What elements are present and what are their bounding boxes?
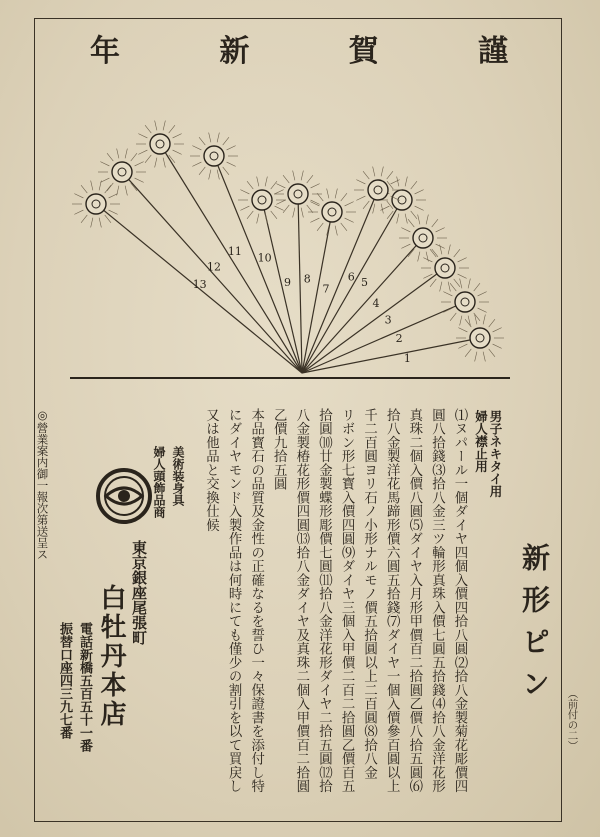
hairpin-ornament [112, 162, 132, 182]
sparkle-ray [138, 134, 147, 138]
sparkle-ray [458, 258, 467, 262]
sparkle-ray [307, 175, 313, 183]
sparkle-ray [91, 181, 93, 191]
sparkle-ray [335, 189, 337, 199]
pin-number-label: 11 [227, 245, 242, 259]
sparkle-ray [454, 279, 460, 287]
sparkle-ray [271, 181, 277, 189]
sparkle-ray [125, 149, 127, 159]
product-subtitle [474, 410, 501, 498]
sparkle-ray [173, 134, 182, 138]
text-column: 拾圓⑽廿金製蝶形彫價七圓⑾拾八金洋花形ダイヤ二拾五圓⑿拾 [316, 408, 332, 793]
page-side-note: （前付の二） [566, 688, 579, 751]
sparkle-ray [99, 181, 101, 191]
pin-number-label: 2 [395, 331, 403, 345]
sparkle-ray [373, 204, 375, 214]
hairpin-ornament [150, 134, 170, 154]
greeting-char: 謹 [477, 34, 510, 69]
greeting-char: 新 [219, 34, 252, 69]
sparkle-ray [397, 214, 399, 224]
sparkle-ray [443, 292, 452, 296]
sparkle-ray [217, 133, 219, 143]
shop-telephone: 電話新橋五百五十一番 [77, 622, 92, 752]
sparkle-ray [100, 162, 109, 166]
sparkle-ray [489, 349, 495, 357]
sparkle-ray [275, 206, 284, 210]
sparkle-ray [209, 170, 211, 180]
sparkle-ray [155, 158, 157, 168]
sparkle-ray [145, 125, 151, 133]
text-column: 乙價九拾五圓 [271, 408, 287, 491]
new-year-greeting [90, 26, 510, 70]
hairpin-shaft [298, 194, 302, 373]
shop-tagline: 婦人頭飾品商 [152, 446, 166, 518]
pin-number-label: 8 [303, 272, 311, 286]
hairpin-ornament [204, 146, 224, 166]
sparkle-ray [74, 210, 83, 214]
sparkle-ray [341, 193, 347, 201]
sparkle-ray [458, 274, 467, 278]
sparkle-ray [311, 184, 320, 188]
sparkle-ray [335, 226, 337, 236]
sparkle-ray [307, 205, 313, 213]
sparkle-ray [293, 171, 295, 181]
sparkle-ray [411, 211, 417, 219]
sparkle-ray [493, 344, 502, 348]
subtitle-line: 婦人襟止用 [473, 410, 489, 473]
sparkle-ray [99, 218, 101, 228]
hairpin-ornament [435, 258, 455, 278]
pin-number-label: 10 [257, 251, 272, 265]
text-column: ⑴ヌパール一個ダイヤ四個入價四拾八圓⑵拾八金製菊花彫價四 [452, 408, 467, 793]
sparkle-ray [432, 219, 438, 227]
shop-address: 東京銀座尾張町 [130, 540, 148, 645]
sparkle-ray [131, 153, 137, 161]
sparkle-ray [240, 206, 249, 210]
pin-number-label: 5 [361, 275, 368, 289]
sparkle-ray [163, 121, 165, 131]
sparkle-ray [415, 190, 424, 194]
sparkle-ray [381, 167, 383, 177]
sparkle-ray [257, 214, 259, 224]
sparkle-ray [460, 316, 462, 326]
greeting-char: 賀 [348, 34, 381, 69]
sparkle-ray [240, 190, 249, 194]
shop-name: 白牡丹本店 [96, 584, 126, 729]
sparkle-ray [474, 313, 480, 321]
sparkle-ray [489, 319, 495, 327]
hairpin-ornament [470, 328, 490, 348]
pin-number-label: 6 [347, 270, 355, 284]
sparkle-ray [74, 194, 83, 198]
sparkle-ray [81, 185, 87, 193]
sparkle-ray [448, 282, 450, 292]
product-description [192, 408, 470, 818]
text-column: 千二百圓ヨリ石ノ小形ナルモノ價五拾圓以上二百圓⑻拾八金 [361, 408, 377, 780]
sparkle-ray [265, 214, 267, 224]
sparkle-ray [454, 249, 460, 257]
sparkle-ray [223, 167, 229, 175]
hairpin-shaft [262, 200, 302, 373]
hairpin-ornament [322, 202, 342, 222]
sparkle-ray [448, 245, 450, 255]
sparkle-ray [209, 133, 211, 143]
text-column: 圓八拾錢⑶拾八金三ツ輪形真珠入價七圓五拾錢⑷拾八金洋花形 [429, 408, 445, 793]
sparkle-ray [173, 150, 182, 154]
sparkle-ray [468, 279, 470, 289]
sparkle-ray [493, 328, 502, 332]
sparkle-ray [293, 208, 295, 218]
sparkle-ray [117, 149, 119, 159]
sparkle-ray [381, 204, 383, 214]
sparkle-ray [458, 344, 467, 348]
hairpin-shafts [96, 144, 480, 373]
sparkle-ray [426, 215, 428, 225]
sparkle-ray [465, 349, 471, 357]
sparkle-ray [478, 292, 487, 296]
sparkle-ray [107, 183, 113, 191]
hairpin-ornament [86, 194, 106, 214]
hairpin-heads [72, 121, 504, 362]
sparkle-ray [257, 177, 259, 187]
sparkle-ray [109, 194, 118, 198]
sparkle-ray [397, 177, 399, 187]
sparkle-ray [81, 215, 87, 223]
sparkle-ray [440, 282, 442, 292]
sparkle-ray [138, 150, 147, 154]
sparkle-ray [418, 215, 420, 225]
sparkle-ray [271, 211, 277, 219]
sparkle-ray [405, 214, 407, 224]
text-column: 真珠二個入價八圓⑸ダイヤ入月形甲價百二拾圓乙價八拾五圓⑹ [406, 408, 422, 793]
product-title: 新形ピン [518, 543, 551, 711]
hairpin-ornament [252, 190, 272, 210]
sparkle-ray [199, 167, 205, 175]
hairpin-ornament [288, 184, 308, 204]
sparkle-ray [145, 155, 151, 163]
text-column: 本品寳石の品質及金性の正確なるを誓ひ一々保證書を添付し特 [248, 408, 264, 793]
sparkle-ray [301, 171, 303, 181]
sparkle-ray [125, 186, 127, 196]
sparkle-ray [109, 210, 118, 214]
pin-number-label: 1 [403, 351, 411, 365]
hairpin-ornament [392, 190, 412, 210]
sparkle-ray [199, 137, 205, 145]
text-column: リボン形七寳入價四圓⑼ダイヤ三個入甲價二百二拾圓乙價百五 [339, 408, 355, 793]
hairpin-ornament [368, 180, 388, 200]
sparkle-ray [483, 315, 485, 325]
sparkle-ray [135, 162, 144, 166]
pin-number-label: 9 [284, 275, 291, 289]
sparkle-ray [107, 153, 113, 161]
sparkle-ray [265, 177, 267, 187]
hairpin-shaft [160, 144, 302, 373]
sparkle-ray [356, 180, 365, 184]
sparkle-ray [450, 313, 456, 321]
hairpin-ornament [455, 292, 475, 312]
catalogue-notice: ◎營業案内御一報次第送呈ス [35, 408, 50, 560]
sparkle-ray [276, 200, 285, 204]
hairpin-ornament [413, 228, 433, 248]
sparkle-ray [100, 178, 109, 182]
pin-number-label: 3 [384, 313, 392, 327]
sparkle-ray [91, 218, 93, 228]
sparkle-ray [155, 121, 157, 131]
sparkle-ray [105, 185, 111, 193]
sparkle-ray [192, 162, 201, 166]
subtitle-line: 男子ネキタイ用 [488, 410, 503, 498]
hairpin-shaft [302, 200, 402, 373]
sparkle-ray [387, 171, 393, 179]
sparkle-ray [317, 193, 323, 201]
sparkle-ray [415, 206, 424, 210]
sparkle-ray [356, 196, 365, 200]
sparkle-ray [401, 228, 410, 232]
sparkle-ray [275, 190, 284, 194]
sparkle-ray [192, 146, 201, 150]
pin-number-label: 12 [207, 260, 221, 274]
text-column: 又は他品と交換仕候 [203, 408, 219, 532]
sparkle-ray [436, 228, 445, 232]
sparkle-ray [363, 201, 369, 209]
sparkle-ray [430, 279, 436, 287]
sparkle-ray [247, 211, 253, 219]
sparkle-ray [478, 308, 487, 312]
divider-line [70, 377, 510, 379]
sparkle-ray [401, 244, 410, 248]
sparkle-ray [474, 283, 480, 291]
sparkle-ray [227, 162, 236, 166]
sparkle-ray [135, 178, 144, 182]
text-column: にダイヤモンド入製作品は何時にても僅少の割引を以て買戻し [226, 408, 242, 793]
shop-transfer-account: 振替口座四三九七番 [57, 622, 72, 739]
sparkle-ray [345, 202, 354, 206]
sparkle-ray [405, 177, 407, 187]
text-column: 拾八金製洋花馬蹄形價六圓五拾錢⑺ダイヤ一個入價參百圓以上 [384, 408, 400, 793]
sparkle-ray [341, 223, 347, 231]
sparkle-ray [227, 146, 236, 150]
sparkle-ray [223, 137, 229, 145]
pin-number-label: 7 [322, 282, 330, 296]
sparkle-ray [327, 189, 329, 199]
sparkle-ray [217, 170, 219, 180]
sparkle-ray [411, 181, 417, 189]
pin-number-label: 13 [192, 278, 207, 292]
hairpin-fan-illustration [40, 88, 560, 388]
sparkle-ray [418, 252, 420, 262]
sparkle-ray [465, 319, 471, 327]
sparkle-ray [460, 279, 462, 289]
sparkle-ray [408, 219, 414, 227]
text-column: 八金製椿花形價四圓⒀拾八金ダイヤ及真珠二個入甲價百二拾圓 [293, 408, 309, 793]
sparkle-ray [373, 167, 375, 177]
greeting-char: 年 [90, 34, 122, 69]
sparkle-ray [163, 158, 165, 168]
shop-tagline: 美術装身具 [171, 446, 185, 506]
sparkle-ray [483, 352, 485, 362]
sparkle-ray [475, 352, 477, 362]
sparkle-ray [310, 218, 319, 222]
shop-info [58, 432, 184, 752]
sparkle-ray [276, 184, 285, 188]
sparkle-ray [283, 175, 289, 183]
sparkle-ray [283, 205, 289, 213]
sparkle-ray [317, 223, 323, 231]
sparkle-ray [247, 181, 253, 189]
sparkle-ray [450, 283, 456, 291]
sparkle-ray [345, 218, 354, 222]
sparkle-ray [301, 208, 303, 218]
sparkle-ray [169, 125, 175, 133]
pin-number-label: 4 [372, 296, 380, 310]
sparkle-ray [458, 328, 467, 332]
sparkle-ray [363, 171, 369, 179]
sparkle-ray [426, 252, 428, 262]
